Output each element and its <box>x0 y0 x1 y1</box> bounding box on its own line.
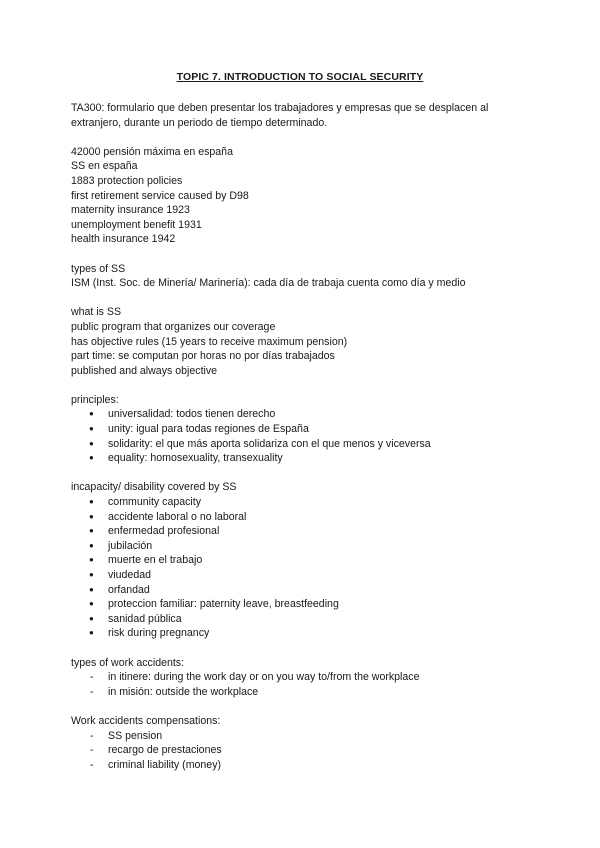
list-item: ● unity: igual para todas regiones de España <box>71 422 541 437</box>
principles-heading: principles: <box>71 393 119 406</box>
work-accidents-list <box>71 670 541 699</box>
fact-line: first retirement service caused by D98 <box>71 189 249 202</box>
intro-line: extranjero, durante un periodo de tiempo determinado. <box>71 116 328 129</box>
list-item: - in misión: outside the workplace <box>71 685 541 700</box>
list-item: ● viudedad <box>71 568 541 583</box>
compensations-heading: Work accidents compensations: <box>71 714 221 727</box>
list-item: ● proteccion familiar: paternity leave, breastfeeding <box>71 597 541 612</box>
what-is-ss-line: part time: se computan por horas no por días trabajados <box>71 350 335 363</box>
fact-line: SS en españa <box>71 160 138 173</box>
list-item: ● muerte en el trabajo <box>71 553 541 568</box>
list-item: ● solidarity: el que más aporta solidariza con el que menos y viceversa <box>71 437 541 452</box>
list-item: ● accidente laboral o no laboral <box>71 510 541 525</box>
list-item: ● universalidad: todos tienen derecho <box>71 407 541 422</box>
page-title: TOPIC 7. INTRODUCTION TO SOCIAL SECURITY <box>176 71 424 83</box>
list-item: ● orfandad <box>71 583 541 598</box>
list-item: - SS pension <box>71 729 541 744</box>
what-is-ss-line: published and always objective <box>71 364 218 377</box>
types-of-ss-heading: types of SS <box>71 262 126 275</box>
work-accidents-heading: types of work accidents: <box>71 656 185 669</box>
fact-line: unemployment benefit 1931 <box>71 218 202 231</box>
intro-line: TA300: formulario que deben presentar los trabajadores y empresas que se desplacen al <box>71 102 489 114</box>
list-item: ● enfermedad profesional <box>71 524 541 539</box>
list-item: ● equality: homosexuality, transexuality <box>71 451 541 466</box>
fact-line: 42000 pensión máxima en españa <box>71 145 233 158</box>
list-item: ● community capacity <box>71 495 541 510</box>
list-item: - recargo de prestaciones <box>71 743 541 758</box>
document-body <box>71 101 541 772</box>
what-is-ss-line: public program that organizes our coverage <box>71 320 276 333</box>
compensations-list <box>71 729 541 773</box>
principles-list <box>71 407 541 465</box>
list-item: - criminal liability (money) <box>71 758 541 773</box>
incapacity-list <box>71 495 541 641</box>
what-is-ss-heading: what is SS <box>71 306 122 319</box>
fact-line: maternity insurance 1923 <box>71 204 190 217</box>
fact-line: 1883 protection policies <box>71 174 183 187</box>
incapacity-heading: incapacity/ disability covered by SS <box>71 481 237 494</box>
what-is-ss-line: has objective rules (15 years to receive maximum pension) <box>71 335 348 348</box>
list-item: ● sanidad pública <box>71 612 541 627</box>
list-item: - in itinere: during the work day or on you way to/from the workplace <box>71 670 541 685</box>
list-item: ● risk during pregnancy <box>71 626 541 641</box>
list-item: ● jubilación <box>71 539 541 554</box>
types-of-ss-line: ISM (Inst. Soc. de Minería/ Marinería): cada día de trabaja cuenta como día y medio <box>71 277 466 290</box>
fact-line: health insurance 1942 <box>71 233 176 246</box>
